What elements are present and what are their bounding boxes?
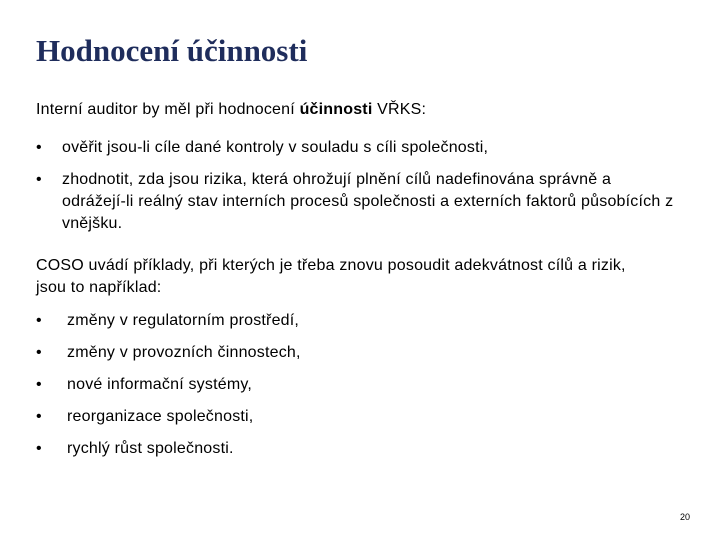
bullet-icon: • [36,376,42,393]
list-item-text: nové informační systémy, [67,376,253,393]
bullet-icon: • [36,408,42,425]
list-item-text: zhodnotit, zda jsou rizika, která ohrožují plnění cílů nadefinována správně a odrážejí-li reálný stav interních procesů společnosti a externích faktorů působících z vnějšku. [62,171,674,232]
intro-text-start: Interní auditor by měl při hodnocení [36,101,300,118]
list-item [36,169,676,235]
list-item-text: reorganizace společnosti, [67,408,254,425]
list-item [36,406,636,428]
bullet-icon: • [36,171,42,188]
list-item-text: rychlý růst společnosti. [67,440,234,457]
list-item [36,374,636,396]
intro-text-end: VŘKS: [372,101,427,118]
list-item [36,438,636,460]
intro-paragraph [36,99,426,121]
coso-examples-list [36,310,636,460]
page-number: 20 [679,512,690,522]
list-item [36,342,636,364]
list-item [36,137,676,159]
bullet-icon: • [36,312,42,329]
list-item [36,310,636,332]
list-item-text: ověřit jsou-li cíle dané kontroly v souladu s cíli společnosti, [62,139,489,156]
list-item-text: změny v regulatorním prostředí, [67,312,300,329]
slide-title: Hodnocení účinnosti [36,33,308,68]
list-item-text: změny v provozních činnostech, [67,344,301,361]
intro-emphasis: účinnosti [299,101,373,118]
bullet-icon: • [36,344,42,361]
criteria-list [36,137,676,235]
bullet-icon: • [36,139,42,156]
bullet-icon: • [36,440,42,457]
coso-paragraph: COSO uvádí příklady, při kterých je třeba znovu posoudit adekvátnost cílů a rizik, jsou to například: [36,257,626,296]
